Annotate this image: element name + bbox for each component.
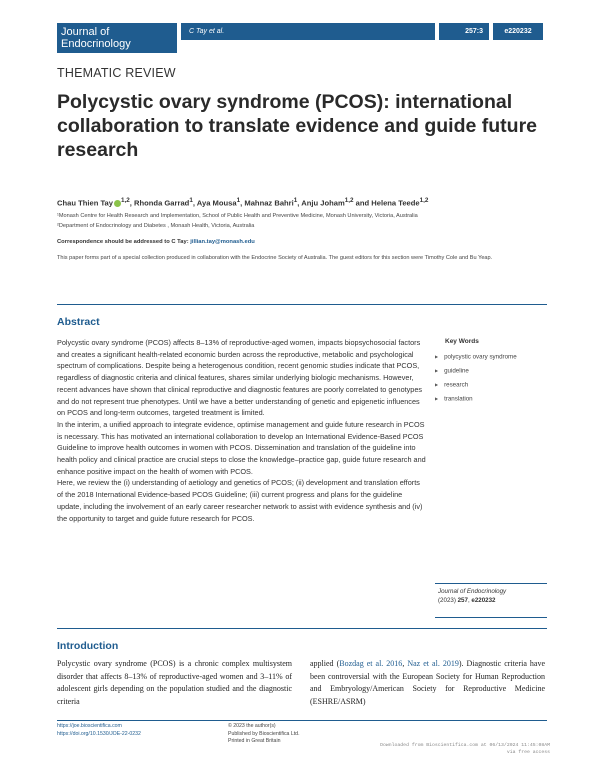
keywords-heading: Key Words bbox=[445, 338, 479, 345]
author-affiliation-sup: 1 bbox=[236, 197, 241, 204]
author-name[interactable]: Chau Thien Tay bbox=[57, 198, 113, 208]
volume-issue: 257:3 bbox=[439, 23, 489, 40]
journal-url-link[interactable]: https://joe.bioscientifica.com bbox=[57, 723, 122, 729]
footer-publisher bbox=[228, 723, 300, 746]
article-id: e220232 bbox=[493, 23, 543, 40]
correspondence bbox=[57, 239, 255, 245]
introduction-heading: Introduction bbox=[57, 640, 119, 652]
author-name[interactable]: Aya Mousa bbox=[196, 198, 237, 208]
abstract-heading: Abstract bbox=[57, 316, 100, 328]
affiliation-1: ¹Monash Centre for Health Research and Implementation, School of Public Health and Preventive Medicine, Monash University, Victoria, Australia bbox=[57, 213, 418, 219]
intro-top-rule bbox=[57, 628, 547, 629]
reference-link[interactable]: Naz et al. 2019 bbox=[407, 659, 459, 668]
article-title: Polycystic ovary syndrome (PCOS): international collaboration to translate evidence and guide future research bbox=[57, 91, 537, 161]
orcid-icon[interactable] bbox=[114, 200, 121, 207]
journal-name-line1: Journal of bbox=[61, 26, 110, 38]
journal-header bbox=[57, 23, 543, 53]
correspondence-label: Correspondence should be addressed to C Tay: bbox=[57, 239, 191, 245]
abstract-top-rule bbox=[57, 304, 547, 305]
keyword-item: ▶ guideline bbox=[435, 364, 517, 378]
author-name[interactable]: Anju Joham bbox=[301, 198, 345, 208]
citation-box bbox=[435, 583, 547, 618]
author-affiliation-sup: 1,2 bbox=[419, 197, 429, 204]
abstract-paragraph: Polycystic ovary syndrome (PCOS) affects 8–13% of reproductive-aged women, impacts biopsychosocial factors and creates a significant health-related economic burden across the reproductive, metabolic and psychological spectrum of complications. Despite being a heterogenous condition, recent genomic studies indicate that PCOS, regardless of diagnostic criteria and clinical features, shares similar underlying biologic mechanisms. However, recent advances have shown that clinical reproductive and diagnostic features are poorly correlated to genotypes and do not represent true phenotypes. Until we have a better understanding of genetic and epigenetic influences on PCOS and long-term outcomes, targeted treatment is limited. bbox=[57, 338, 423, 418]
copyright-text: © 2023 the author(s) bbox=[228, 723, 276, 729]
citation-article: e220232 bbox=[471, 597, 496, 604]
footer-links bbox=[57, 723, 141, 738]
author-name[interactable]: Helena Teede bbox=[371, 198, 420, 208]
author-name[interactable]: Rhonda Garrad bbox=[134, 198, 190, 208]
author-affiliation-sup: 1 bbox=[189, 197, 193, 204]
publisher-text: Published by Bioscientifica Ltd. bbox=[228, 730, 300, 737]
journal-name-line2: Endocrinology bbox=[61, 38, 131, 50]
keywords-list bbox=[435, 350, 517, 406]
collection-note: This paper forms part of a special collection produced in collaboration with the Endocrine Society of Australia. The guest editors for this section were Timothy Cole and Bu Yeap. bbox=[57, 255, 493, 261]
author-name[interactable]: Mahnaz Bahri bbox=[244, 198, 294, 208]
abstract-body bbox=[57, 337, 427, 524]
author-affiliation-sup: 1,2 bbox=[120, 197, 130, 204]
intro-right-text: applied (Bozdag et al. 2016, Naz et al. 2019). Diagnostic criteria have been controversial with the European Society for Human Reproduction and Embryology/American Society for Reproductive Medicine (ESHRE/ASRM) bbox=[310, 659, 546, 707]
doi-link[interactable]: https://doi.org/10.1530/JOE-22-0232 bbox=[57, 730, 141, 737]
section-label: THEMATIC REVIEW bbox=[57, 66, 176, 80]
author-affiliation-sup: 1 bbox=[293, 197, 298, 204]
citation-volume: 257 bbox=[457, 597, 468, 604]
keyword-item: ▶ polycystic ovary syndrome bbox=[435, 350, 517, 364]
footer-rule bbox=[57, 720, 547, 721]
download-watermark: Downloaded from Bioscientifica.com at 06/13/2024 11:45:08AM via free access bbox=[380, 743, 550, 755]
correspondence-email-link[interactable]: jillian.tay@monash.edu bbox=[190, 239, 255, 245]
author-affiliation-sup: 1,2 bbox=[344, 197, 354, 204]
author-list: Chau Thien Tay $^{1,2}$, Rhonda Garrad$^1$, Aya Mousa$^1$, Mahnaz Bahri$^1$, Anju Joham$^{1,2}$ and Helena Teede$^{1,2}$ bbox=[57, 197, 429, 208]
citation-journal: Journal of Endocrinology bbox=[438, 588, 507, 595]
affiliation-2: ²Department of Endocrinology and Diabetes , Monash Health, Victoria, Australia bbox=[57, 223, 255, 229]
running-author: C Tay et al. bbox=[181, 23, 435, 40]
intro-column-right bbox=[310, 658, 545, 709]
journal-name-box bbox=[57, 23, 177, 53]
intro-left-text: Polycystic ovary syndrome (PCOS) is a chronic complex multisystem disorder that affects 8–13% of reproductive-aged women and 3–11% of adolescent girls depending on the population studied and the diagnostic criteria bbox=[57, 659, 292, 707]
printed-text: Printed in Great Britain bbox=[228, 738, 281, 744]
intro-column-left bbox=[57, 658, 292, 709]
abstract-paragraph: In the interim, a unified approach to integrate evidence, optimise management and guide future research in PCOS is necessary. This has motivated an international collaboration to develop an International Evidence-Based PCOS Guideline to improve health outcomes in women with PCOS. Dissemination and translation of the guideline into health policy and clinical practice are crucial steps to close the knowledge–practice gap, guide future research and enhance positive impact on the health of women with PCOS. bbox=[57, 419, 426, 476]
keyword-item: ▶ translation bbox=[435, 392, 517, 406]
abstract-paragraph: Here, we review the (i) understanding of aetiology and genetics of PCOS; (ii) development and translation efforts of the 2018 International Evidence-based PCOS Guideline; (iii) current progress and plans for the guideline update, including the involvement of an early career researcher network to assist with evidence synthesis and (iv) the opportunity to target and guide future research for PCOS. bbox=[57, 478, 423, 523]
citation-details: (2023) 257, e220232 bbox=[438, 597, 496, 604]
reference-link[interactable]: Bozdag et al. 2016 bbox=[339, 659, 403, 668]
keyword-item: ▶ research bbox=[435, 378, 517, 392]
